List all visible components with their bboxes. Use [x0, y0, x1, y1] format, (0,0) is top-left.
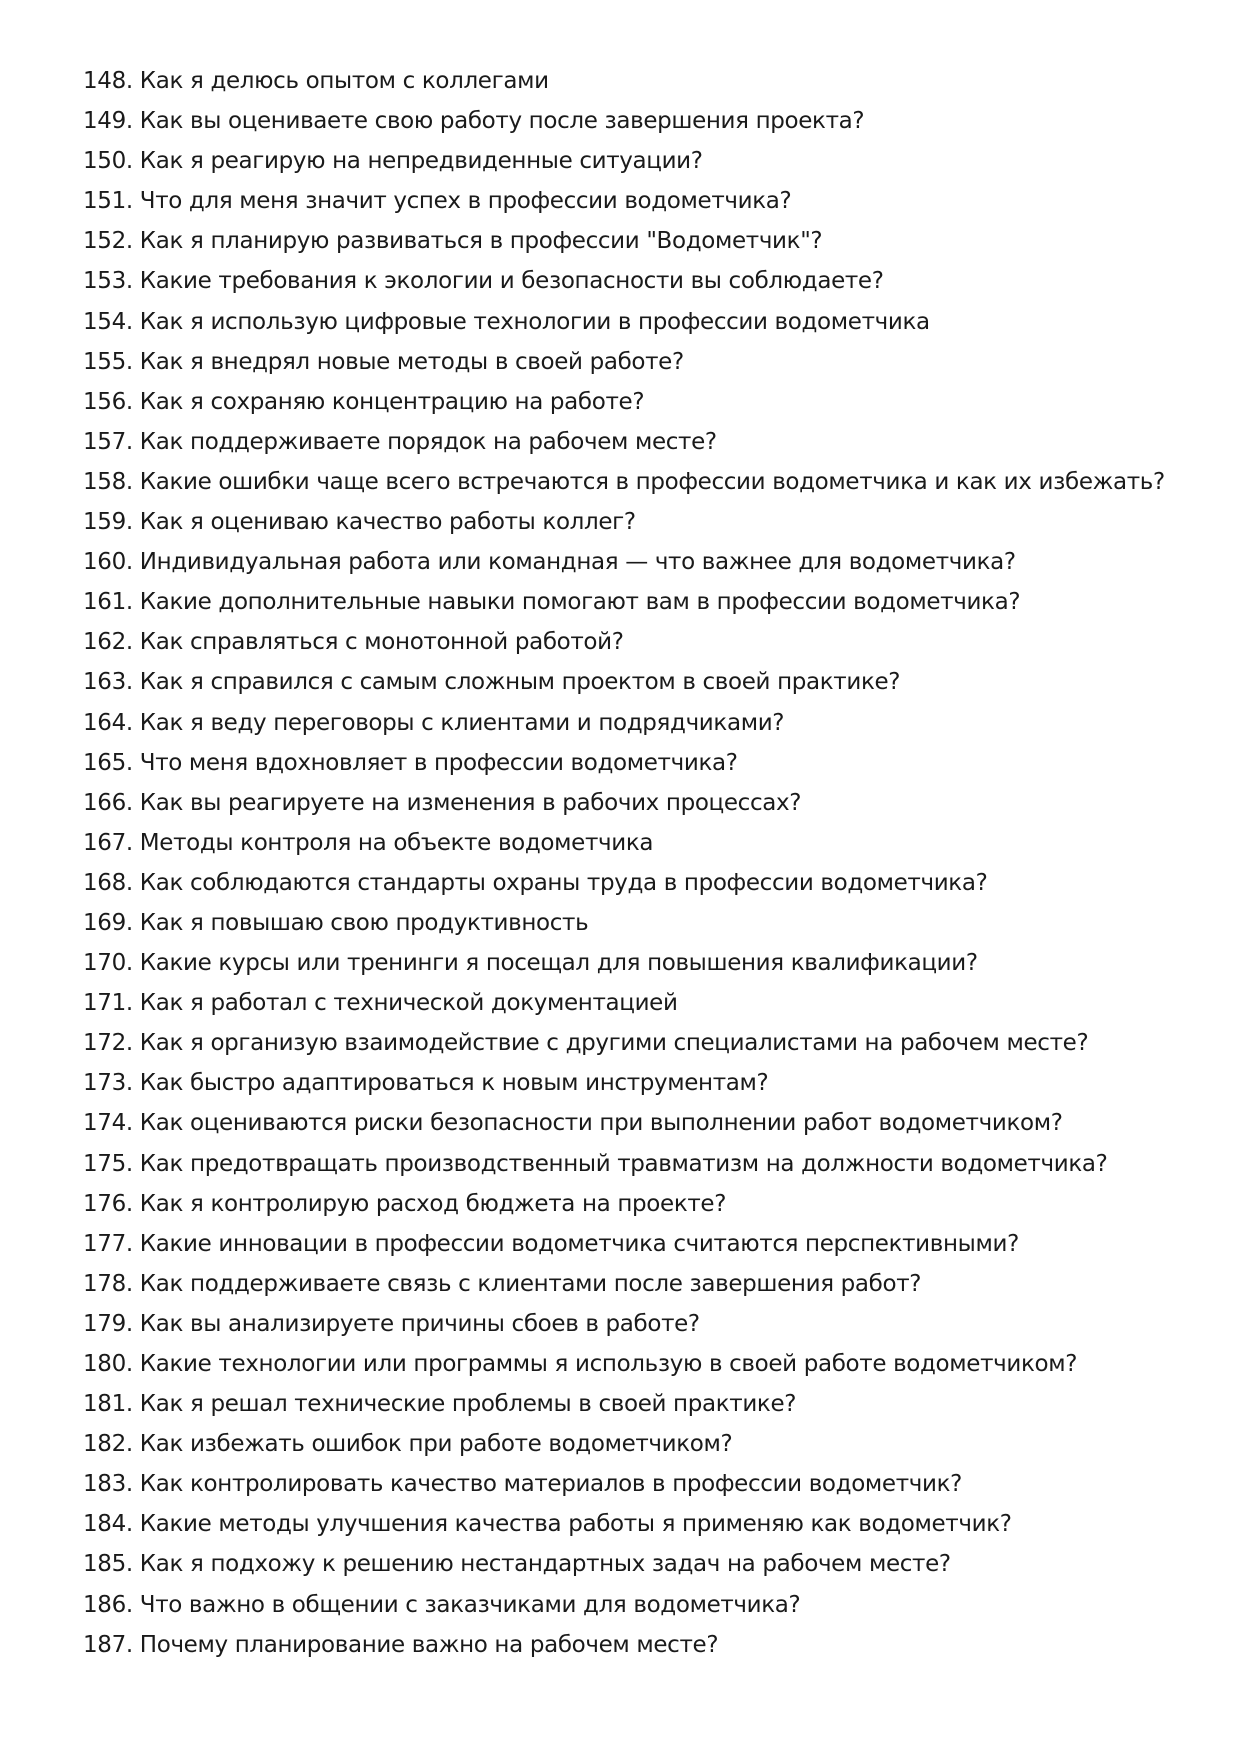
question-text: Как я реагирую на непредвиденные ситуации? [139, 148, 703, 175]
question-number: 176. [83, 1190, 133, 1217]
list-item [83, 1103, 1165, 1143]
list-item [83, 1625, 1165, 1665]
list-item [83, 101, 1165, 141]
question-number: 186. [83, 1591, 133, 1618]
list-item [83, 1504, 1165, 1544]
question-number: 160. [83, 549, 133, 576]
question-number: 158. [83, 468, 133, 495]
question-number: 149. [83, 108, 133, 135]
question-text: Как я справился с самым сложным проектом в своей практике? [139, 669, 901, 696]
question-text: Как я работал с технической документацией [139, 990, 678, 1017]
question-text: Как я решал технические проблемы в своей практике? [139, 1391, 797, 1418]
question-text: Что важно в общении с заказчиками для водометчика? [139, 1591, 801, 1618]
question-text: Как предотвращать производственный травматизм на должности водометчика? [139, 1150, 1108, 1177]
question-text: Индивидуальная работа или командная — что важнее для водометчика? [139, 549, 1016, 576]
question-number: 169. [83, 909, 133, 936]
question-text: Как я оцениваю качество работы коллег? [139, 509, 636, 536]
question-number: 179. [83, 1310, 133, 1337]
question-number: 167. [83, 829, 133, 856]
question-text: Как я планирую развиваться в профессии "Водометчик"? [139, 228, 823, 255]
list-item [83, 1304, 1165, 1344]
question-text: Как вы оцениваете свою работу после завершения проекта? [139, 108, 865, 135]
question-text: Как я повышаю свою продуктивность [139, 909, 589, 936]
question-text: Какие курсы или тренинги я посещал для повышения квалификации? [139, 950, 978, 977]
list-item [83, 61, 1165, 101]
question-text: Как оцениваются риски безопасности при выполнении работ водометчиком? [139, 1110, 1063, 1137]
question-text: Какие требования к экологии и безопасности вы соблюдаете? [139, 268, 884, 295]
question-number: 174. [83, 1110, 133, 1137]
list-item [83, 1585, 1165, 1625]
list-item [83, 1224, 1165, 1264]
question-list [83, 61, 1165, 1665]
list-item [83, 261, 1165, 301]
question-number: 148. [83, 68, 133, 94]
list-item [83, 141, 1165, 181]
list-item [83, 542, 1165, 582]
question-number: 182. [83, 1431, 133, 1458]
list-item [83, 342, 1165, 382]
question-number: 183. [83, 1471, 133, 1498]
list-item [83, 582, 1165, 622]
question-text: Как соблюдаются стандарты охраны труда в профессии водометчика? [139, 869, 988, 896]
question-text: Как я контролирую расход бюджета на проекте? [139, 1190, 727, 1217]
question-text: Как быстро адаптироваться к новым инструментам? [139, 1070, 769, 1097]
question-text: Что меня вдохновляет в профессии водометчика? [139, 749, 738, 776]
list-item [83, 1144, 1165, 1184]
list-item [83, 1264, 1165, 1304]
question-number: 165. [83, 749, 133, 776]
question-number: 177. [83, 1230, 133, 1257]
list-item [83, 743, 1165, 783]
list-item [83, 1184, 1165, 1224]
list-item [83, 863, 1165, 903]
list-item [83, 382, 1165, 422]
question-number: 151. [83, 188, 133, 215]
question-number: 155. [83, 348, 133, 375]
question-number: 161. [83, 589, 133, 616]
question-text: Как я подхожу к решению нестандартных задач на рабочем месте? [139, 1551, 951, 1578]
list-item [83, 1344, 1165, 1384]
list-item [83, 462, 1165, 502]
list-item [83, 783, 1165, 823]
question-text: Как я сохраняю концентрацию на работе? [139, 388, 645, 415]
question-text: Как контролировать качество материалов в профессии водометчик? [139, 1471, 963, 1498]
question-number: 163. [83, 669, 133, 696]
list-item [83, 1063, 1165, 1103]
question-text: Какие методы улучшения качества работы я применяю как водометчик? [139, 1511, 1012, 1538]
question-text: Как избежать ошибок при работе водометчиком? [139, 1431, 733, 1458]
question-number: 168. [83, 869, 133, 896]
question-number: 170. [83, 950, 133, 977]
question-number: 175. [83, 1150, 133, 1177]
list-item [83, 662, 1165, 702]
list-item [83, 703, 1165, 743]
question-text: Как я веду переговоры с клиентами и подрядчиками? [139, 709, 785, 736]
question-number: 153. [83, 268, 133, 295]
list-item [83, 502, 1165, 542]
question-number: 164. [83, 709, 133, 736]
question-number: 150. [83, 148, 133, 175]
question-text: Как я делюсь опытом с коллегами [139, 68, 549, 94]
question-text: Как я организую взаимодействие с другими специалистами на рабочем месте? [139, 1030, 1089, 1057]
list-item [83, 422, 1165, 462]
question-number: 187. [83, 1631, 133, 1658]
question-text: Как вы анализируете причины сбоев в работе? [139, 1310, 700, 1337]
list-item [83, 302, 1165, 342]
question-text: Методы контроля на объекте водометчика [139, 829, 654, 856]
list-item [83, 622, 1165, 662]
question-number: 172. [83, 1030, 133, 1057]
question-text: Какие технологии или программы я использую в своей работе водометчиком? [139, 1351, 1078, 1377]
question-number: 156. [83, 388, 133, 415]
list-item [83, 1544, 1165, 1584]
question-text: Как я внедрял новые методы в своей работе? [139, 348, 684, 375]
question-number: 162. [83, 629, 133, 656]
question-number: 185. [83, 1551, 133, 1578]
question-number: 173. [83, 1070, 133, 1097]
question-text: Какие дополнительные навыки помогают вам в профессии водометчика? [139, 589, 1021, 616]
question-number: 152. [83, 228, 133, 255]
question-text: Что для меня значит успех в профессии водометчика? [139, 188, 792, 215]
question-number: 154. [83, 308, 133, 335]
list-item [83, 943, 1165, 983]
list-item [83, 1023, 1165, 1063]
list-item [83, 221, 1165, 261]
list-item [83, 903, 1165, 943]
list-item [83, 1424, 1165, 1464]
question-number: 171. [83, 990, 133, 1017]
question-text: Какие инновации в профессии водометчика считаются перспективными? [139, 1230, 1019, 1257]
question-number: 184. [83, 1511, 133, 1538]
question-number: 157. [83, 428, 133, 455]
list-item [83, 181, 1165, 221]
question-text: Как поддерживаете связь с клиентами после завершения работ? [139, 1270, 922, 1297]
list-item [83, 983, 1165, 1023]
question-text: Как поддерживаете порядок на рабочем месте? [139, 428, 717, 455]
question-number: 166. [83, 789, 133, 816]
question-text: Как я использую цифровые технологии в профессии водометчика [139, 308, 930, 335]
question-text: Почему планирование важно на рабочем месте? [139, 1631, 719, 1658]
question-text: Как справляться с монотонной работой? [139, 629, 624, 656]
question-number: 180. [83, 1351, 133, 1377]
question-text: Как вы реагируете на изменения в рабочих процессах? [139, 789, 802, 816]
question-number: 178. [83, 1270, 133, 1297]
list-item [83, 823, 1165, 863]
list-item [83, 1384, 1165, 1424]
question-number: 159. [83, 509, 133, 536]
question-number: 181. [83, 1391, 133, 1418]
question-text: Какие ошибки чаще всего встречаются в профессии водометчика и как их избежать? [139, 468, 1165, 495]
list-item [83, 1464, 1165, 1504]
